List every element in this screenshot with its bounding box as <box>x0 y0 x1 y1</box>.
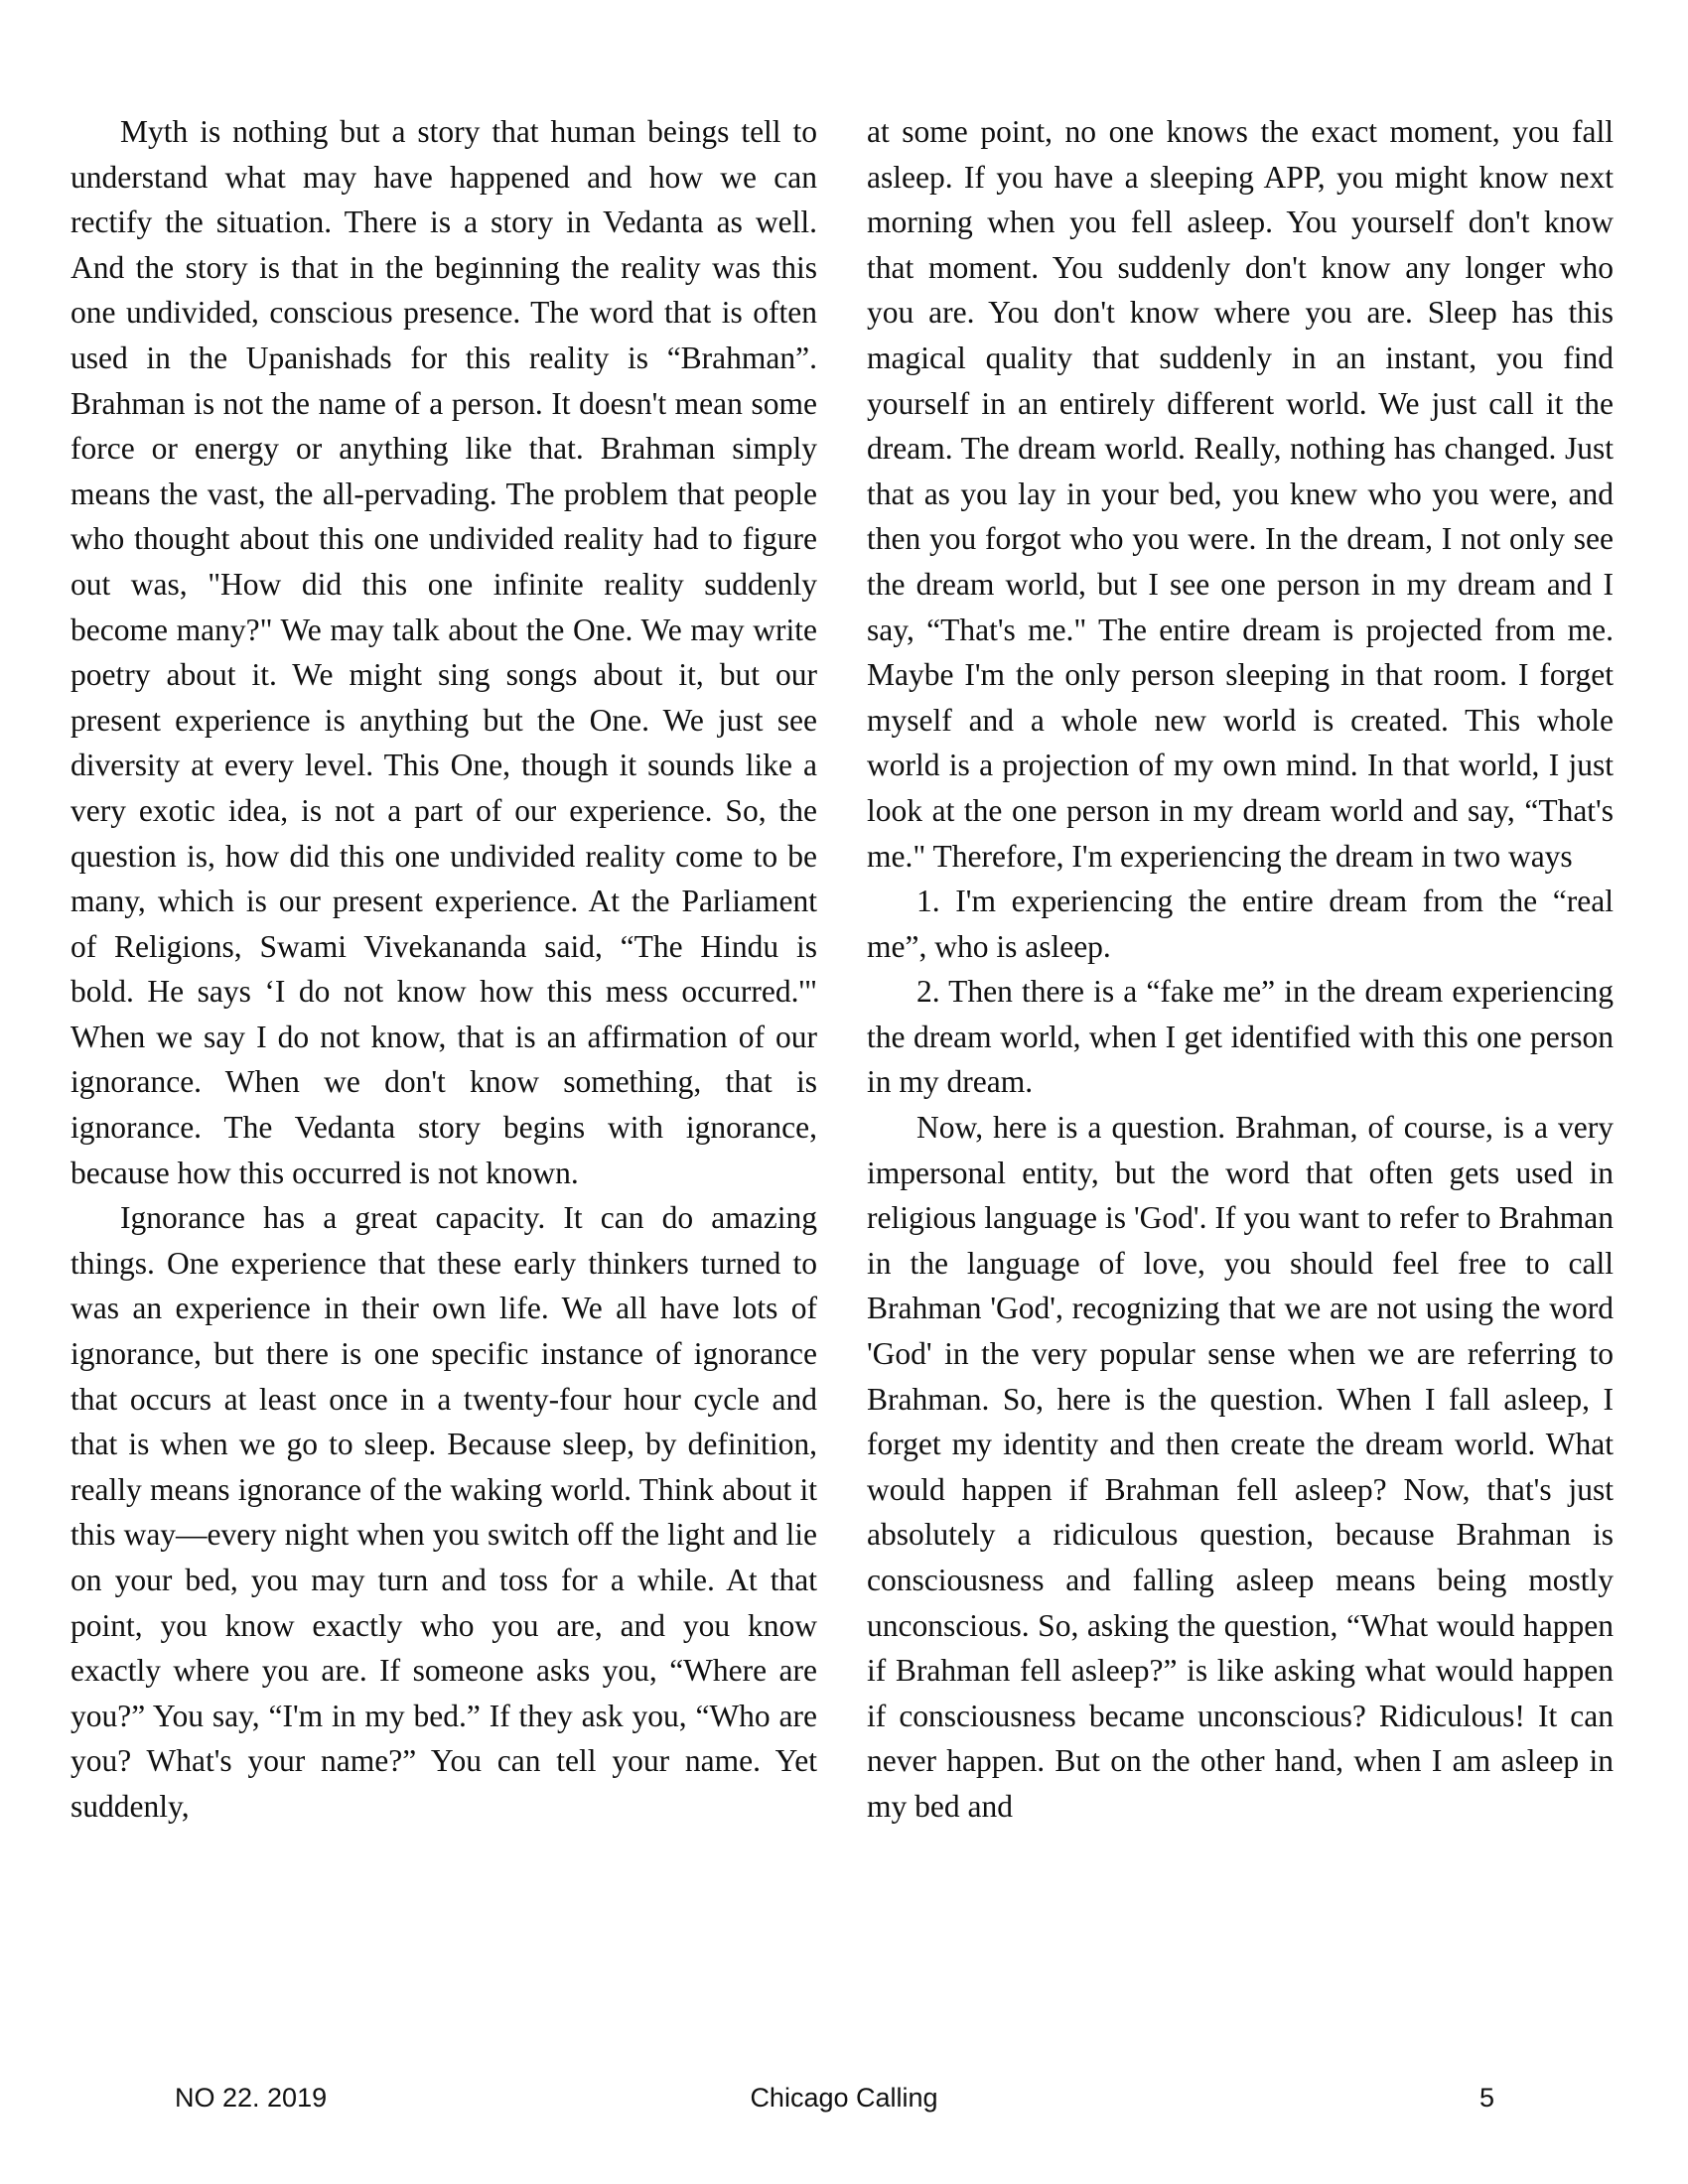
paragraph: Myth is nothing but a story that human beings tell to understand what may have happened and how we can rectify the situation. There is a story in Vedanta as well. And the story is that in the beginning the reality was this one undivided, conscious presence. The word that is often used in the Upanishads for this reality is “Brahman”. Brahman is not the name of a person. It doesn't mean some force or energy or anything like that. Brahman simply means the vast, the all-pervading. The problem that people who thought about this one undivided reality had to figure out was, "How did this one infinite reality suddenly become many?" We may talk about the One. We may write poetry about it. We might sing songs about it, but our present experience is anything but the One. We just see diversity at every level. This One, though it sounds like a very exotic idea, is not a part of our experience. So, the question is, how did this one undivided reality come to be many, which is our present experience. At the Parliament of Religions, Swami Vivekananda said, “The Hindu is bold. He says ‘I do not know how this mess occurred.'" When we say I do not know, that is an affirmation of our ignorance. When we don't know something, that is ignorance. The Vedanta story begins with ignorance, because how this occurred is not known. <box>70 114 817 1190</box>
list-item: 1. I'm experiencing the entire dream from the “real me”, who is asleep. <box>867 884 1614 964</box>
footer-page-number: 5 <box>1479 2083 1495 2113</box>
paragraph: Now, here is a question. Brahman, of course, is a very impersonal entity, but the word that often gets used in religious language is 'God'. If you want to refer to Brahman in the language of love, you should feel free to call Brahman 'God', recognizing that we are not using the word 'God' in the very popular sense when we are referring to Brahman. So, here is the question. When I fall asleep, I forget my identity and then create the dream world. What would happen if Brahman fell asleep? Now, that's just absolutely a ridiculous question, because Brahman is consciousness and falling asleep means being mostly unconscious. So, asking the question, “What would happen if Brahman fell asleep?” is like asking what would happen if consciousness became unconscious? Ridiculous! It can never happen. But on the other hand, when I am asleep in my bed and <box>867 1110 1614 1824</box>
right-text-column <box>867 109 1614 1830</box>
footer-issue: NO 22. 2019 <box>175 2083 328 2113</box>
list-item: 2. Then there is a “fake me” in the dream experiencing the dream world, when I get identified with this one person in my dream. <box>867 974 1614 1100</box>
left-text-column <box>70 109 817 1830</box>
paragraph: at some point, no one knows the exact moment, you fall asleep. If you have a sleeping APP, you might know next morning when you fell asleep. You yourself don't know that moment. You suddenly don't know any longer who you are. You don't know where you are. Sleep has this magical quality that suddenly in an instant, you find yourself in an entirely different world. We just call it the dream. The dream world. Really, nothing has changed. Just that as you lay in your bed, you knew who you were, and then you forgot who you were. In the dream, I not only see the dream world, but I see one person in my dream and I say, “That's me." The entire dream is projected from me. Maybe I'm the only person sleeping in that room. I forget myself and a whole new world is created. This whole world is a projection of my own mind. In that world, I just look at the one person in my dream world and say, “That's me." Therefore, I'm experiencing the dream in two ways <box>867 114 1614 874</box>
page-footer <box>0 2083 1688 2122</box>
footer-publication: Chicago Calling <box>750 2083 938 2113</box>
paragraph: Ignorance has a great capacity. It can do amazing things. One experience that these early thinkers turned to was an experience in their own life. We all have lots of ignorance, but there is one specific instance of ignorance that occurs at least once in a twenty-four hour cycle and that is when we go to sleep. Because sleep, by definition, really means ignorance of the waking world. Think about it this way—every night when you switch off the light and lie on your bed, you may turn and toss for a while. At that point, you know exactly who you are, and you know exactly where you are. If someone asks you, “Where are you?” You say, “I'm in my bed.” If they ask you, “Who are you? What's your name?” You can tell your name. Yet suddenly, <box>70 1200 817 1824</box>
